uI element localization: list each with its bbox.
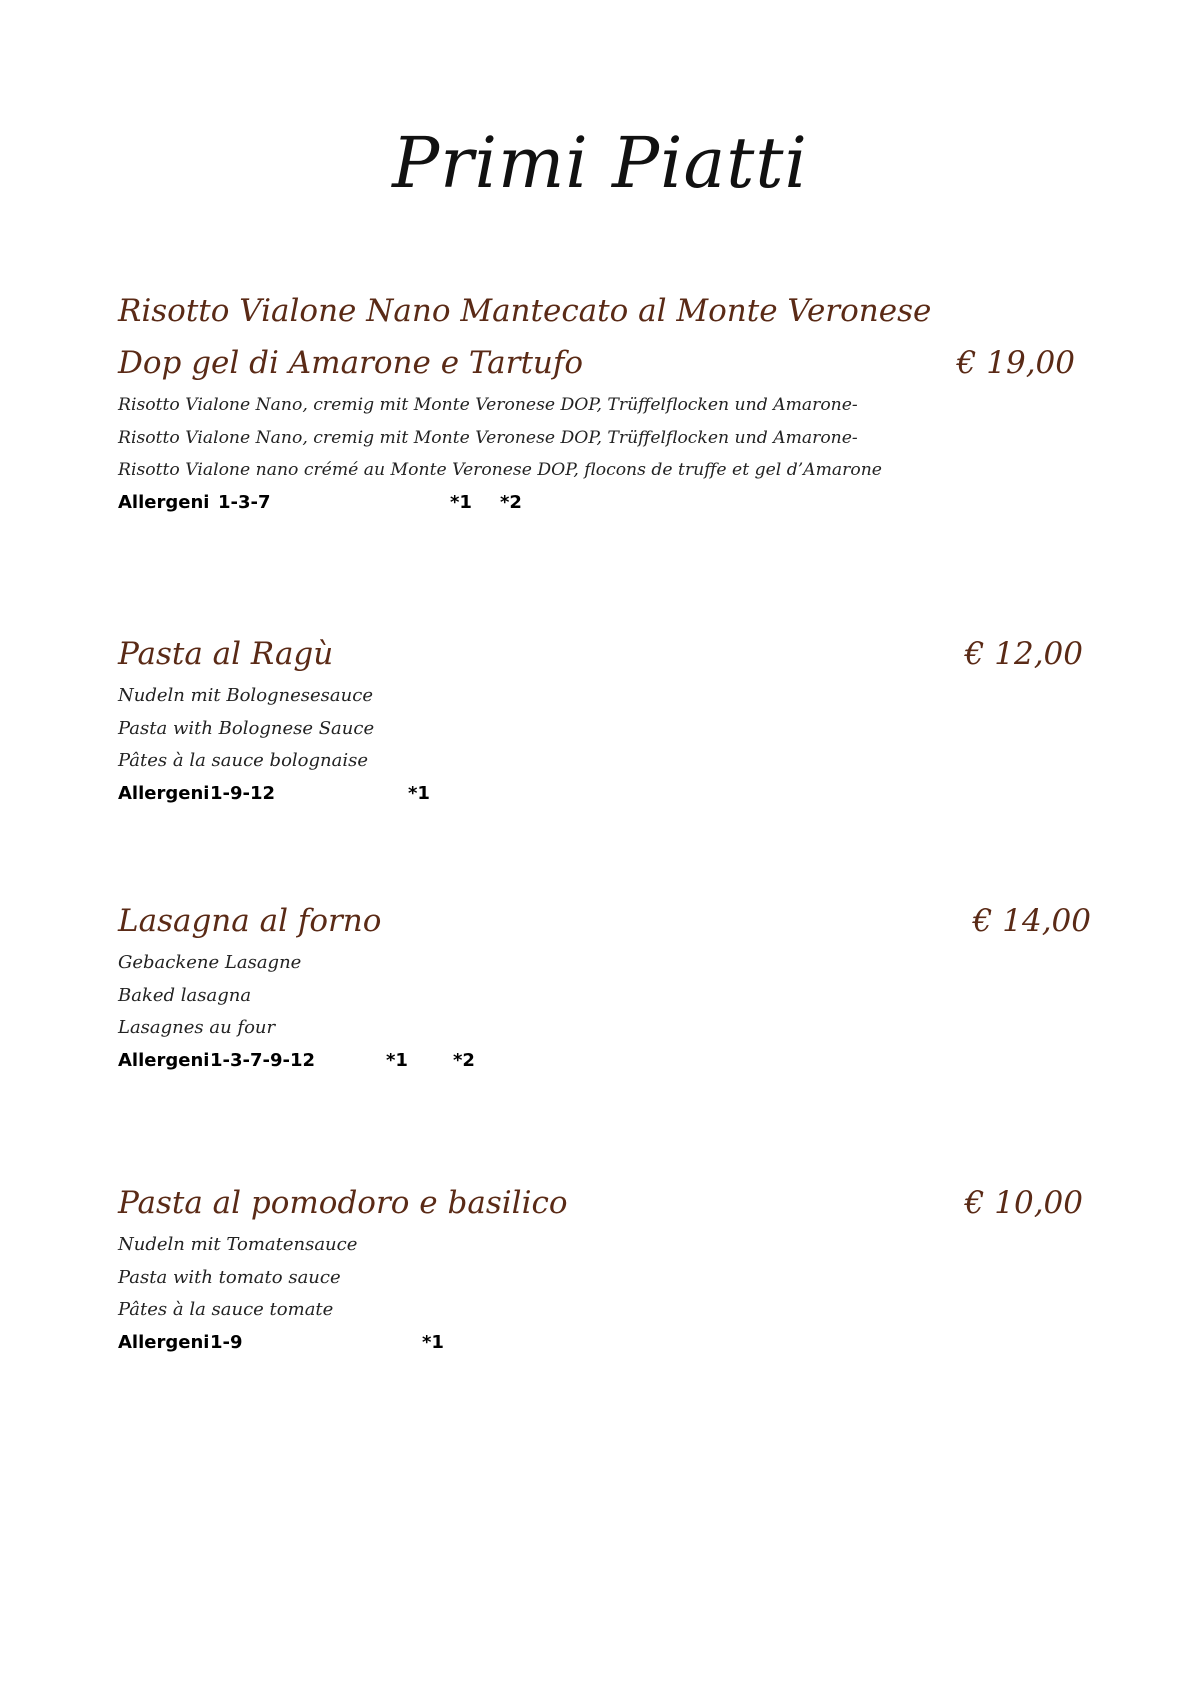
menu-item-risotto xyxy=(118,285,1083,519)
description-french: Risotto Vialone nano crémé au Monte Veronese DOP, flocons de truffe et gel d’Amarone xyxy=(118,460,882,480)
menu-item-lasagna xyxy=(118,895,1091,1077)
allergens-label: Allergeni xyxy=(118,1049,210,1071)
description-english: Pasta with Bolognese Sauce xyxy=(118,717,375,739)
dish-header xyxy=(118,895,1091,947)
description-german: Gebackene Lasagne xyxy=(118,952,302,973)
description-english: Baked lasagna xyxy=(118,984,252,1006)
dish-name: Lasagna al forno xyxy=(118,903,382,939)
description-german: Risotto Vialone Nano, cremig mit Monte Veronese DOP, Trüffelflocken und Amarone- xyxy=(118,395,858,415)
allergens-label: Allergeni xyxy=(118,782,210,804)
allergens-label: Allergeni xyxy=(118,491,210,513)
allergens-codes: 1-3-7-9-12 xyxy=(210,1049,316,1071)
allergen-note: *2 xyxy=(500,491,522,513)
dish-header xyxy=(118,628,1083,680)
dish-header xyxy=(118,1177,1083,1229)
description-french: Lasagnes au four xyxy=(118,1017,276,1038)
description-french: Pâtes à la sauce bolognaise xyxy=(118,750,369,771)
dish-price: € 12,00 xyxy=(964,636,1083,672)
description-french: Pâtes à la sauce tomate xyxy=(118,1299,334,1320)
allergen-note: *1 xyxy=(408,782,430,804)
allergens-codes: 1-3-7 xyxy=(218,491,271,513)
description-english: Risotto Vialone Nano, cremig mit Monte Veronese DOP, Trüffelflocken und Amarone- xyxy=(118,427,858,448)
description-german: Nudeln mit Tomatensauce xyxy=(118,1234,358,1255)
dish-price: € 14,00 xyxy=(972,903,1091,939)
dish-name-line-2: Dop gel di Amarone e Tartufo xyxy=(118,345,584,381)
allergens-row xyxy=(118,487,1083,519)
allergens-codes: 1-9-12 xyxy=(210,782,276,804)
allergen-note: *1 xyxy=(422,1331,444,1353)
dish-name-line-1: Risotto Vialone Nano Mantecato al Monte Veronese xyxy=(118,293,932,329)
allergens-codes: 1-9 xyxy=(210,1331,243,1353)
allergen-note: *2 xyxy=(453,1049,475,1071)
allergen-note: *1 xyxy=(450,491,472,513)
description-german: Nudeln mit Bolognesesauce xyxy=(118,685,373,706)
menu-item-pasta-ragu xyxy=(118,628,1083,810)
page-title: Primi Piatti xyxy=(392,122,808,204)
allergens-label: Allergeni xyxy=(118,1331,210,1353)
dish-header xyxy=(118,337,1083,389)
allergens-row xyxy=(118,778,1083,810)
allergen-note: *1 xyxy=(386,1049,408,1071)
dish-name: Pasta al pomodoro e basilico xyxy=(118,1185,568,1221)
menu-item-pasta-pomodoro xyxy=(118,1177,1083,1359)
allergens-row xyxy=(118,1327,1083,1359)
dish-name: Pasta al Ragù xyxy=(118,636,334,672)
dish-price: € 10,00 xyxy=(964,1185,1083,1221)
allergens-row xyxy=(118,1045,1083,1077)
description-english: Pasta with tomato sauce xyxy=(118,1266,341,1288)
dish-price: € 19,00 xyxy=(956,345,1075,381)
